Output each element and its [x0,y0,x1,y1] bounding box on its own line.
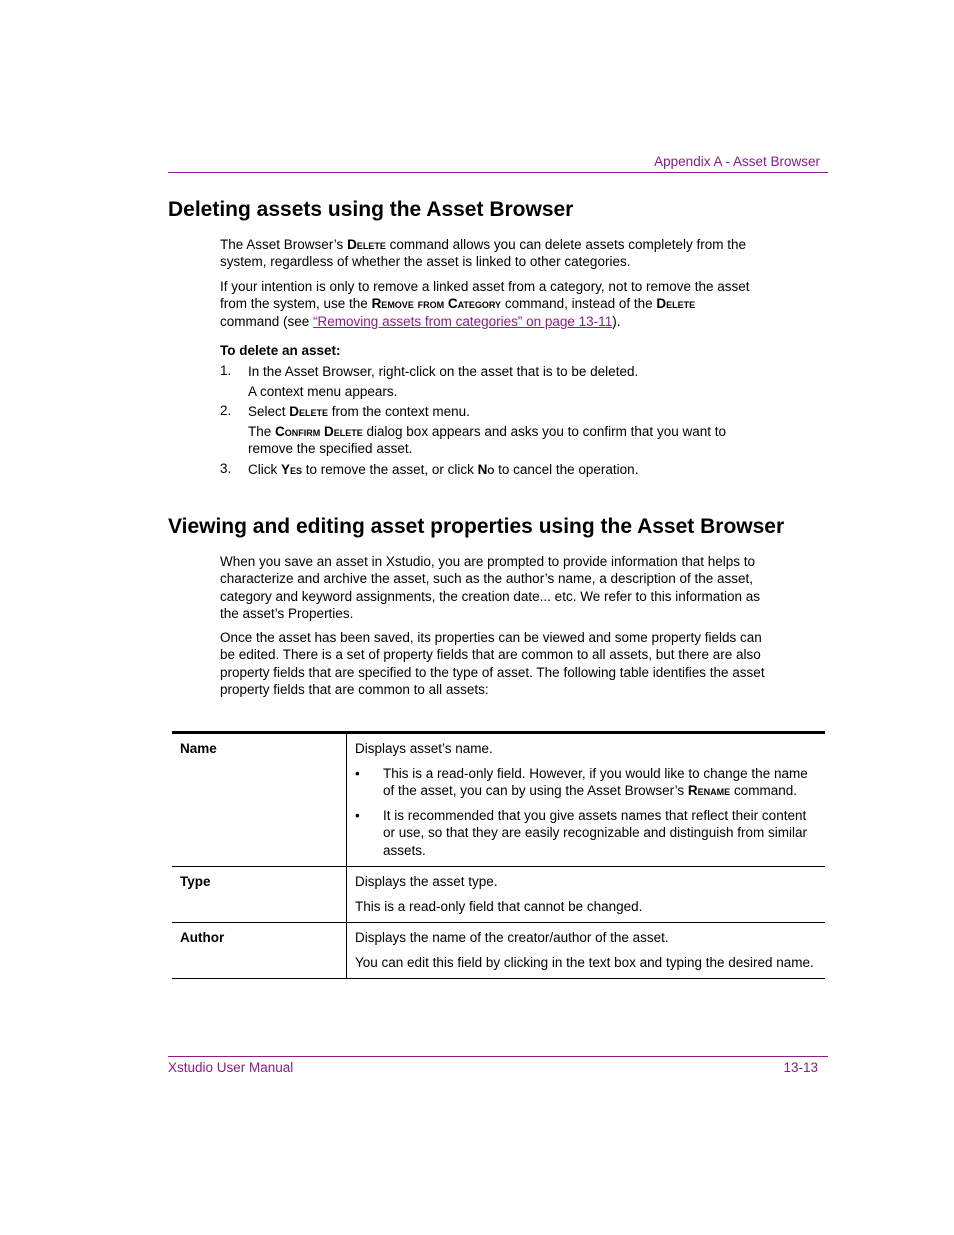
command-delete: Delete [347,237,386,252]
command-yes: Yes [281,462,303,477]
footer-manual-title: Xstudio User Manual [168,1060,294,1075]
section-heading-deleting: Deleting assets using the Asset Browser [168,198,574,221]
command-confirm-delete: Confirm Delete [275,424,363,439]
step-number: 2. [220,403,232,418]
page-number: 13-13 [783,1060,818,1075]
footer-rule [168,1056,828,1057]
step-text: In the Asset Browser, right-click on the asset that is to be deleted. [248,364,639,379]
property-description-cell: Displays the asset type. This is a read-only field that cannot be changed. [347,867,826,923]
table-row [172,733,825,867]
step-number: 1. [220,363,232,378]
step-result: The Confirm Delete dialog box appears and asks you to confirm that you want to remove the specified asset. [248,424,726,457]
command-delete: Delete [656,296,696,312]
property-description-cell: Displays the name of the creator/author of the asset. You can edit this field by clicking in the text box and typing the desired name. [347,923,826,979]
paragraph-properties-intro: When you save an asset in Xstudio, you are prompted to provide information that helps to characterize and archive the asset, such as the author’s name, a description of the asset, category and keyword assignments, the creation date... etc. We refer to this information as the asset’s Properties. [220,554,761,621]
properties-table [172,731,825,979]
paragraph-delete-intro: The Asset Browser’s Delete command allows you can delete assets completely from the system, regardless of whether the asset is linked to other categories. [220,237,746,270]
cross-reference-link[interactable]: “Removing assets from categories” on page 13-11 [313,313,613,329]
property-name-cell: Type [172,867,347,923]
paragraph-remove-from-category: If your intention is only to remove a linked asset from a category, not to remove the asset from the system, use the Remove from Category command, instead of the Delete command (see “Removing assets from categories” on page 13-11). [220,279,750,329]
header-rule [168,172,828,173]
table-row [172,867,825,923]
property-name-cell: Name [172,733,347,867]
bullet-item: • It is recommended that you give assets names that reflect their content or use, so that they are easily recognizable and distinguish from similar assets. [355,807,807,858]
paragraph-properties-editable: Once the asset has been saved, its properties can be viewed and some property fields can be edited. There is a set of property fields that are common to all assets, but there are also property fields that are specified to the type of asset. The following table identifies the asset property fields that are common to all assets: [220,630,765,697]
step-number: 3. [220,461,232,476]
step-result: A context menu appears. [248,384,398,399]
running-header: Appendix A - Asset Browser [654,154,820,169]
procedure-title: To delete an asset: [220,343,341,358]
bullet-icon: • [355,807,360,823]
step-text: Select Delete from the context menu. [248,404,470,419]
command-remove-from-category: Remove from Category [371,296,502,312]
command-delete: Delete [289,404,329,419]
step-text: Click Yes to remove the asset, or click No to cancel the operation. [248,462,639,477]
property-description-cell: Displays asset’s name. • This is a read-only field. However, if you would like to change the name of the asset, you can by using the Asset Browser’s Rename command. • It is recommended that you give assets names that reflect their content or use, so that they are easily recognizable and distinguish from similar assets. [347,733,826,867]
bullet-item: • This is a read-only field. However, if you would like to change the name of the asset, you can by using the Asset Browser’s Rename command. [355,765,808,798]
property-name-cell: Author [172,923,347,979]
bullet-icon: • [355,765,360,781]
command-rename: Rename [687,783,731,798]
command-no: No [477,462,495,477]
section-heading-properties: Viewing and editing asset properties using the Asset Browser [168,515,785,538]
table-row [172,923,825,979]
